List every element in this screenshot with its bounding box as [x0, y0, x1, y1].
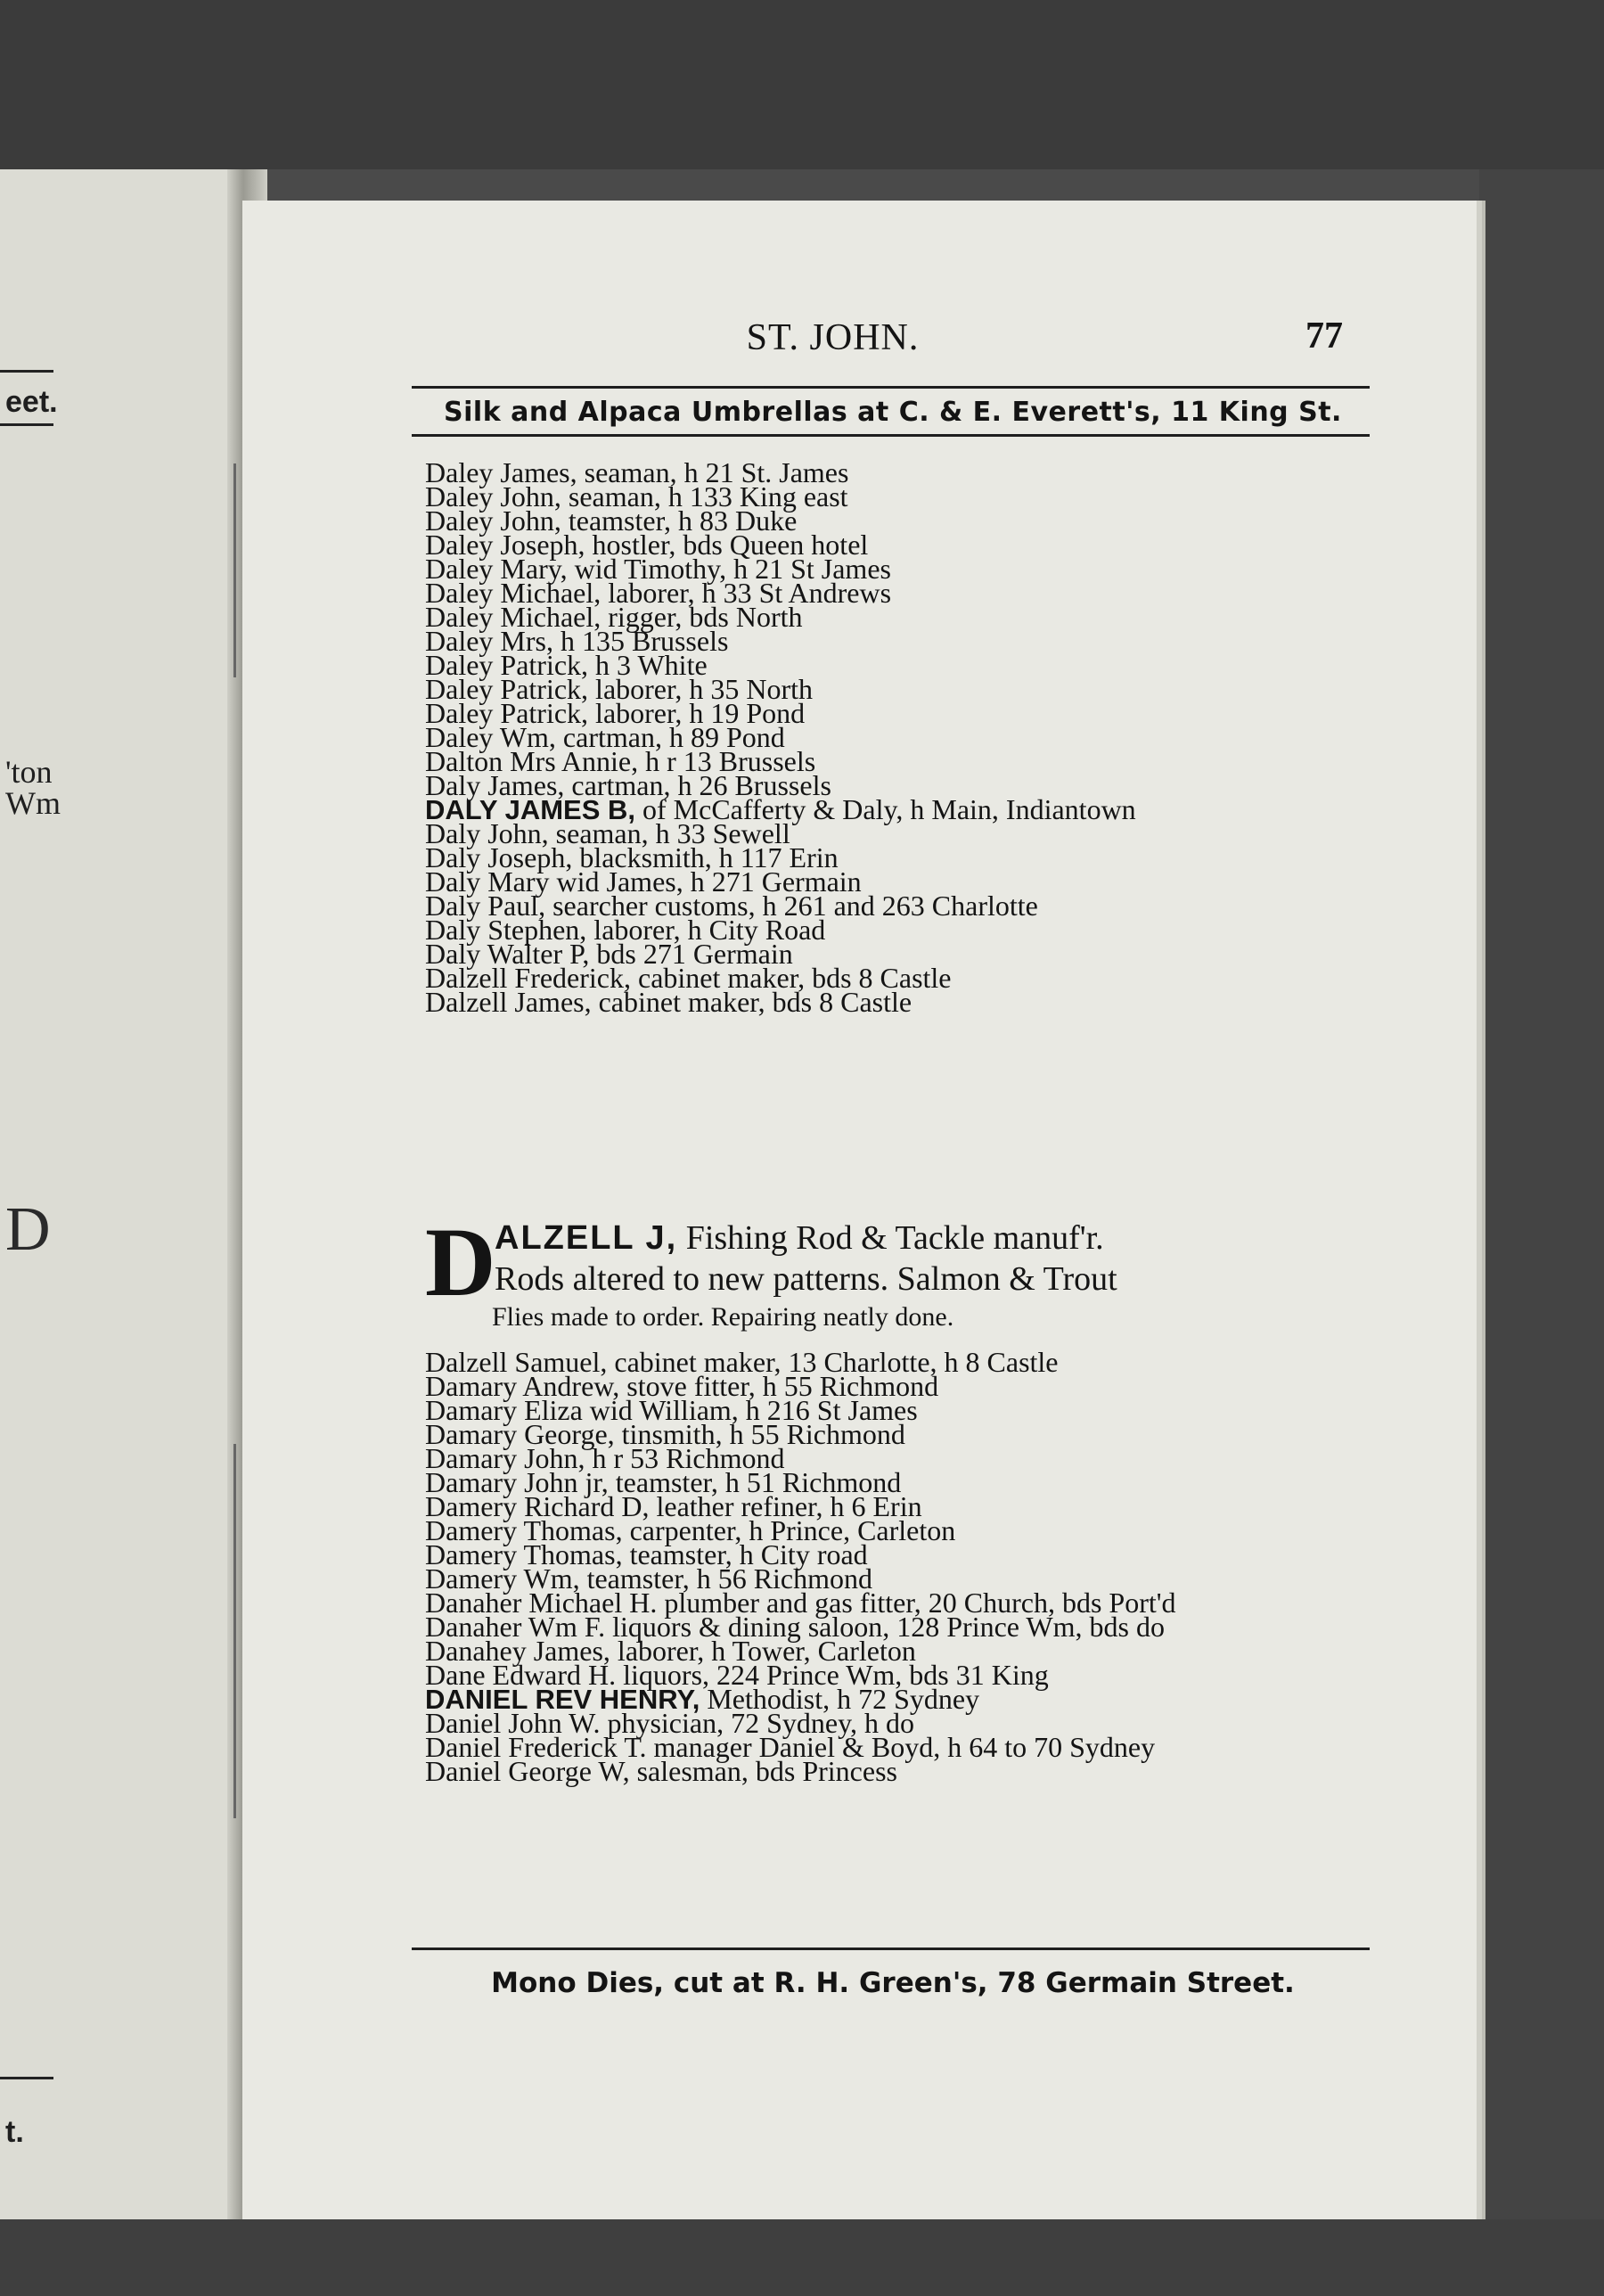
- dalzell-advertisement: [425, 1208, 1387, 1341]
- page-title: ST. JOHN.: [746, 317, 920, 358]
- advertisement-line-2: Rods altered to new patterns. Salmon & Trout: [495, 1260, 1117, 1298]
- directory-entry: Daley Patrick, h 3 White: [425, 649, 708, 681]
- left-fragment-dropcap: D: [5, 1195, 51, 1264]
- directory-entry: Damery Thomas, teamster, h City road: [425, 1538, 868, 1570]
- directory-entry: Damary Eliza wid William, h 216 St James: [425, 1394, 918, 1426]
- bold-entry-details: Methodist, h 72 Sydney: [700, 1683, 980, 1715]
- directory-entries-block-1: [425, 456, 1387, 1018]
- directory-entry: Dalzell James, cabinet maker, bds 8 Castle: [425, 986, 912, 1018]
- bold-entry-name: DALY JAMES B,: [425, 794, 636, 825]
- directory-entry: Daley Patrick, laborer, h 35 North: [425, 673, 814, 705]
- advertisement-trade: Fishing Rod & Tackle manuf'r.: [677, 1219, 1104, 1257]
- advertisement-drop-cap: D: [425, 1208, 496, 1316]
- scan-background-top: [0, 0, 1604, 169]
- banner-rule: [412, 434, 1370, 437]
- directory-entry: Daniel George W, salesman, bds Princess: [425, 1755, 897, 1787]
- left-page-rule-top: [0, 370, 53, 373]
- advertisement-line-3: Flies made to order. Repairing neatly done.: [492, 1302, 954, 1332]
- binding-stitch: [233, 1444, 236, 1818]
- directory-entry: Dalzell Samuel, cabinet maker, 13 Charlotte, h 8 Castle: [425, 1346, 1059, 1378]
- directory-entry: Daly John, seaman, h 33 Sewell: [425, 817, 790, 849]
- directory-entry: Daly Paul, searcher customs, h 261 and 263 Charlotte: [425, 890, 1038, 922]
- directory-entry: Daly Joseph, blacksmith, h 117 Erin: [425, 841, 839, 873]
- directory-entry: Danahey James, laborer, h Tower, Carleton: [425, 1635, 916, 1667]
- directory-entry: Daly James, cartman, h 26 Brussels: [425, 769, 831, 801]
- left-fragment-line: 'ton: [5, 754, 53, 790]
- directory-entry: Daley James, seaman, h 21 St. James: [425, 456, 849, 488]
- directory-entry: Damary John jr, teamster, h 51 Richmond: [425, 1466, 902, 1498]
- directory-entry: Daley Wm, cartman, h 89 Pond: [425, 721, 785, 753]
- bottom-advertisement-banner: Mono Dies, cut at R. H. Green's, 78 Germain Street.: [491, 1967, 1295, 1999]
- directory-entry: Daly Stephen, laborer, h City Road: [425, 914, 826, 946]
- header-rule: [412, 386, 1370, 389]
- scan-background-bottom: [0, 2219, 1604, 2296]
- top-advertisement-banner: Silk and Alpaca Umbrellas at C. & E. Everett's, 11 King St.: [444, 397, 1342, 428]
- binding-stitch: [233, 463, 236, 677]
- directory-entry: Daley Mary, wid Timothy, h 21 St James: [425, 553, 891, 585]
- directory-entry: Damery Richard D, leather refiner, h 6 Erin: [425, 1490, 922, 1522]
- directory-entry: Damary George, tinsmith, h 55 Richmond: [425, 1418, 905, 1450]
- scan-background-right: [1479, 169, 1604, 2219]
- footer-rule: [412, 1948, 1370, 1950]
- directory-entry: Daley Patrick, laborer, h 19 Pond: [425, 697, 806, 729]
- directory-entry: Daly Mary wid James, h 271 Germain: [425, 865, 862, 898]
- left-fragment-heading: eet.: [5, 385, 58, 419]
- page-number: 77: [1305, 316, 1343, 357]
- left-fragment-line: Wm: [5, 785, 61, 821]
- directory-page: [242, 201, 1477, 2277]
- directory-entry: Dalzell Frederick, cabinet maker, bds 8 Castle: [425, 962, 952, 994]
- directory-entry: Damary John, h r 53 Richmond: [425, 1442, 785, 1474]
- directory-entry: Danaher Michael H. plumber and gas fitter, 20 Church, bds Port'd: [425, 1587, 1176, 1619]
- directory-entry: Daley Mrs, h 135 Brussels: [425, 625, 729, 657]
- directory-entry: Damery Wm, teamster, h 56 Richmond: [425, 1562, 873, 1595]
- directory-entry: Daniel Frederick T. manager Daniel & Boyd, h 64 to 70 Sydney: [425, 1731, 1156, 1763]
- left-page-rule-bottom: [0, 2077, 53, 2079]
- directory-entry: Danaher Wm F. liquors & dining saloon, 128 Prince Wm, bds do: [425, 1611, 1165, 1643]
- directory-entries-block-2: [425, 1346, 1387, 1787]
- directory-entry: Daley John, seaman, h 133 King east: [425, 480, 848, 512]
- directory-entry: Daniel John W. physician, 72 Sydney, h do: [425, 1707, 914, 1739]
- advertisement-line-1: [495, 1218, 1104, 1258]
- directory-entry: Damary Andrew, stove fitter, h 55 Richmond: [425, 1370, 939, 1402]
- advertisement-name: ALZELL J,: [495, 1219, 678, 1257]
- directory-entry: Daley Michael, laborer, h 33 St Andrews: [425, 577, 892, 609]
- left-page-rule-banner: [0, 423, 53, 426]
- directory-entry: Daley John, teamster, h 83 Duke: [425, 504, 798, 537]
- directory-entry: Damery Thomas, carpenter, h Prince, Carleton: [425, 1514, 956, 1546]
- bold-entry-name: DANIEL REV HENRY,: [425, 1684, 700, 1715]
- bold-entry-details: of McCafferty & Daly, h Main, Indiantown: [635, 793, 1136, 825]
- left-fragment-footer: t.: [5, 2115, 24, 2149]
- directory-entry: Dalton Mrs Annie, h r 13 Brussels: [425, 745, 816, 777]
- directory-entry: Dane Edward H. liquors, 224 Prince Wm, bds 31 King: [425, 1659, 1049, 1691]
- directory-entry: Daley Joseph, hostler, bds Queen hotel: [425, 529, 869, 561]
- directory-entry: Daley Michael, rigger, bds North: [425, 601, 803, 633]
- directory-entry: Daly Walter P, bds 271 Germain: [425, 938, 793, 970]
